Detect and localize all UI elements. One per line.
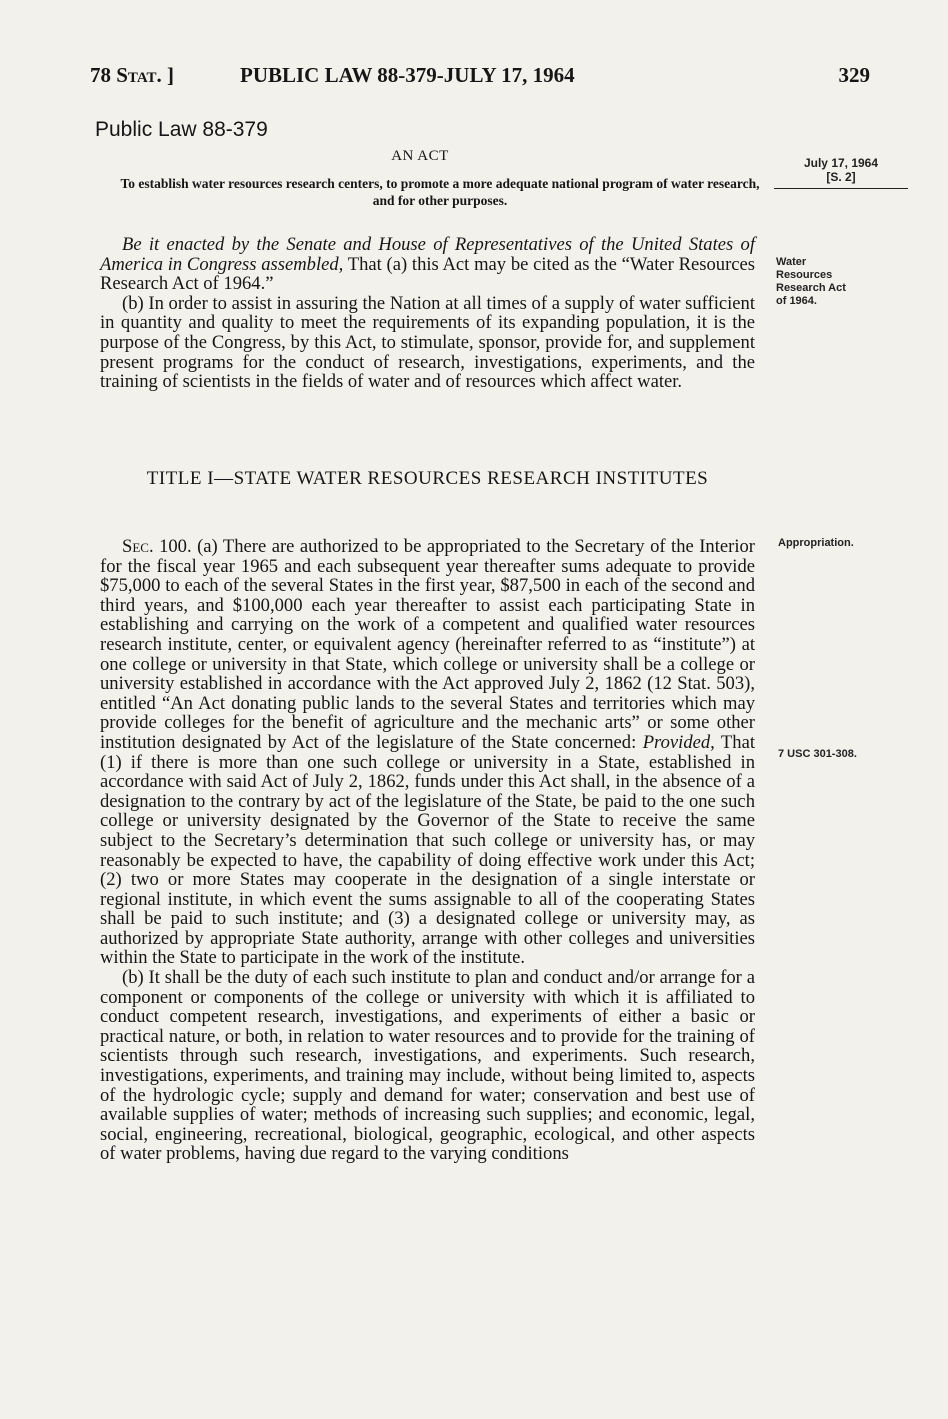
paragraph-a-part-2: That (1) if there is more than one such college or university in a State, established in accordance with said Act of July 2, 1862, funds under this Act shall, in the absence of a designation to the contrary by act of the legislature of the State, be paid to the one such college or university designated by the Governor of the State to receive the same subject to the Secretary’s determination that such college or university has, or may reasonably be expected to have, the capability of doing effective work under this Act; (2) two or more States may cooperate in the designation of a single interstate or regional institute, in which event the sums assignable to all of the cooperating States shall be paid to such institute; and (3) a designated college or university may, as authorized by appropriate State authority, arrange with other colleges and universities within the State to participate in the work of the institute.	[100, 731, 755, 969]
public-law-label: Public Law 88-379	[95, 118, 268, 141]
bill-number: [S. 2]	[826, 170, 856, 184]
margin-note-usc-citation: 7 USC 301-308.	[778, 748, 857, 760]
section-100	[100, 537, 755, 1164]
enacting-clause-italic: Be it enacted by the Senate and House of Representatives of the United States of America in Congress assembled,	[100, 234, 755, 275]
section-label: Sec. 100.	[122, 536, 192, 557]
margin-note-appropriation: Appropriation.	[778, 537, 854, 549]
section-100-paragraph-b: (b) It shall be the duty of each such institute to plan and conduct and/or arrange for a component or components of the college or university with which it is affiliated to conduct competent research, investigations, and experiments of either a basic or practical nature, or both, in relation to water resources and to provide for the training of scientists through such research, investigations, and experiments. Such research, investigations, experiments, and training may include, without being limited to, aspects of the hydrologic cycle; supply and demand for water; conservation and best use of available supplies of water; methods of increasing such supplies; and economic, legal, social, engineering, recreational, biological, geographic, ecological, and other aspects of water problems, having due regard to the varying conditions	[100, 967, 755, 1165]
purpose-paragraph-b: (b) In order to assist in assuring the Nation at all times of a supply of water sufficient in quantity and quality to meet the requirements of its expanding population, it is the purpose of the Congress, by this Act, to stimulate, sponsor, provide for, and supplement present programs for the conduct of research, investigations, experiments, and the training of scientists in the fields of water and of resources which affect water.	[100, 292, 755, 393]
title-heading: TITLE I—STATE WATER RESOURCES RESEARCH INSTITUTES	[146, 468, 709, 489]
enacting-clause-rest: That (a) this Act may be cited as the “Water Resources Research Act of 1964.”	[100, 253, 756, 295]
paragraph-a-part-1: (a) There are authorized to be appropriated to the Secretary of the Interior for the fiscal year 1965 and each subsequent year thereafter sums adequate to provide $75,000 to each of the several States in the first year, $87,500 in each of the second and third years, and $100,000 each year thereafter to assist each participating State in establishing and carrying on the work of a competent and qualified water resources research institute, center, or equivalent agency (hereinafter referred to as “institute”) at one college or university in that State, which college or university shall be a college or university established in accordance with the Act approved July 2, 1862 (12 Stat. 503), entitled “An Act donating public lands to the several States and territories which may provide colleges for the benefit of agriculture and the mechanic arts” or some other institution designated by Act of the legislature of the State concerned:	[100, 536, 755, 753]
margin-rule	[774, 188, 908, 189]
margin-note-short-title: Water Resources Research Act of 1964.	[776, 256, 846, 307]
section-100-paragraph-a	[100, 537, 755, 968]
provided-keyword: Provided,	[642, 731, 715, 753]
running-head	[90, 63, 910, 93]
page-number: 329	[838, 63, 870, 87]
margin-note-date	[786, 156, 896, 184]
law-and-date: PUBLIC LAW 88-379-JULY 17, 1964	[240, 63, 575, 87]
an-act-heading: AN ACT	[391, 148, 449, 164]
enacting-clause	[100, 235, 755, 294]
statute-reference: 78 Stat. ]	[90, 63, 175, 87]
enacting-section	[100, 235, 755, 392]
act-purpose: To establish water resources research centers, to promote a more adequate national program of water research, and for other purposes.	[120, 176, 760, 208]
enactment-date: July 17, 1964	[803, 156, 879, 170]
